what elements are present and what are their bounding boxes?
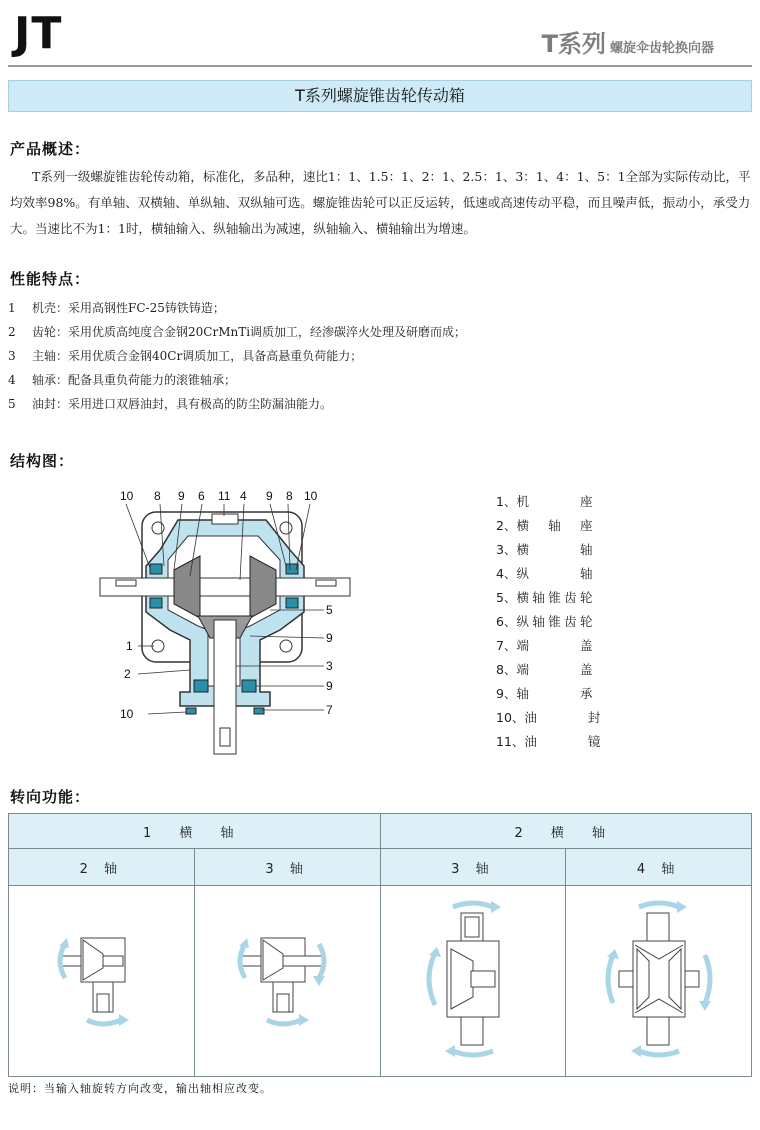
rotation-arrow (639, 903, 679, 907)
rotation-arrow (267, 1020, 301, 1024)
logo: JT (14, 8, 63, 59)
callout-label: 5 (326, 603, 333, 617)
horizontal-shaft (100, 578, 350, 596)
page-title: T系列螺旋锥齿轮传动箱 (8, 80, 752, 112)
part-item: 3、横轴 (496, 542, 593, 557)
arrow-head (429, 947, 441, 957)
arrow-head (313, 976, 325, 986)
oil-seal (254, 708, 264, 714)
mounting-hole (280, 522, 292, 534)
callout-label: 6 (198, 489, 205, 503)
bearing (150, 598, 162, 608)
arrow-head (119, 1014, 129, 1026)
turning-heading: 转向功能： (10, 788, 91, 806)
part-item: 2、横轴座 (496, 518, 593, 533)
callout-label: 2 (124, 667, 131, 681)
arrow-head (677, 901, 687, 913)
rotation-arrow (453, 903, 493, 907)
diagram-cell (566, 886, 752, 1077)
diagram-cell (9, 886, 195, 1077)
feature-item: 1 机壳：采用高钢性FC-25铸铁铸造； (8, 301, 225, 315)
part-item: 1、机座 (496, 494, 593, 509)
callout-label: 8 (154, 489, 161, 503)
brand-title (542, 24, 714, 59)
features-heading: 性能特点： (10, 270, 91, 288)
callout-label: 10 (304, 489, 318, 503)
bearing (242, 680, 256, 692)
callout-label: 10 (120, 489, 134, 503)
part-item: 10、油封 (496, 710, 601, 725)
bearing (286, 598, 298, 608)
structure-diagram (90, 480, 360, 780)
callout-label: 1 (126, 639, 133, 653)
part-item: 8、端盖 (496, 662, 593, 677)
header-divider (8, 65, 752, 67)
arrow-head (631, 1045, 641, 1057)
callout-label: 3 (326, 659, 333, 673)
overview-heading: 产品概述： (10, 140, 91, 158)
part-item: 9、轴承 (496, 686, 593, 701)
part-item: 11、油镜 (496, 734, 601, 749)
column-header: 4 轴 (566, 849, 752, 886)
parts-list (496, 490, 600, 754)
overview-text: T系列一级螺旋锥齿轮传动箱，标准化，多品种，速比1：1、1.5：1、2：1、2.5：1、3：1、4：1、5：1全部为实际传动比，平均效率98%。有单轴、双横轴、单纵轴、双纵轴可选。螺旋锥齿轮可以正反运转，低速或高速传动平稳，而且噪声低，振动小，承受力大。当速比不为1：1时，横轴输入、纵轴输出为减速，纵轴输入、横轴输出为增速。 (10, 169, 751, 236)
rotation-arrow (639, 1051, 679, 1055)
part-item: 7、端盖 (496, 638, 593, 653)
rotation-arrow (453, 1051, 493, 1055)
rotation-diagram-3-axis-dual (413, 899, 533, 1059)
table-group-row (9, 814, 752, 849)
rotation-diagram-3-axis (227, 914, 347, 1044)
arrow-head (607, 949, 619, 959)
oil-mirror (212, 514, 238, 524)
bearing (150, 564, 162, 574)
callout-label: 10 (120, 707, 134, 721)
feature-item: 2 齿轮：采用优质高纯度合金钢20CrMnTi调质加工，经渗碳淬火处理及研磨而成； (8, 325, 467, 339)
arrow-head (445, 1045, 455, 1057)
callout-label: 8 (286, 489, 293, 503)
feature-item: 4 轴承：配备具重负荷能力的滚锥轴承； (8, 373, 237, 387)
table-column-row (9, 849, 752, 886)
column-header: 2 轴 (9, 849, 195, 886)
rotation-arrow (608, 955, 613, 1003)
feature-item: 5 油封：采用进口双唇油封，具有极高的防尘防漏油能力。 (8, 397, 333, 411)
callout-label: 11 (218, 489, 231, 503)
feature-item: 3 主轴：采用优质合金钢40Cr调质加工，具备高悬重负荷能力； (8, 349, 363, 363)
rotation-arrow (429, 953, 435, 1005)
arrow-head (491, 901, 501, 913)
callout-label: 9 (326, 631, 333, 645)
bearing (194, 680, 208, 692)
diagram-cell (194, 886, 380, 1077)
product-name: 螺旋伞齿轮换向器 (609, 41, 714, 56)
rotation-diagram-2-axis (41, 914, 161, 1044)
features-list (8, 296, 466, 416)
column-header: 3 轴 (380, 849, 566, 886)
arrow-head (299, 1014, 309, 1026)
part-item: 4、纵轴 (496, 566, 593, 581)
column-header: 3 轴 (194, 849, 380, 886)
footnote: 说明：当输入轴旋转方向改变，输出轴相应改变。 (8, 1082, 272, 1095)
turning-table (8, 813, 752, 1077)
table-image-row (9, 886, 752, 1077)
keyway (220, 728, 230, 746)
keyway (316, 580, 336, 586)
oil-seal (186, 708, 196, 714)
rotation-arrow (705, 955, 710, 1003)
callout-label: 9 (266, 489, 273, 503)
structure-heading: 结构图： (10, 452, 75, 470)
group-header-2: 2 横 轴 (380, 814, 752, 849)
rotation-arrow (87, 1020, 121, 1024)
arrow-head (59, 938, 69, 948)
callout-label: 9 (326, 679, 333, 693)
arrow-head (239, 938, 249, 948)
part-item: 6、纵轴锥齿轮 (496, 614, 593, 629)
arrow-head (699, 1001, 711, 1011)
series-name: T系列 (541, 30, 606, 58)
rotation-diagram-4-axis (599, 899, 719, 1059)
group-header-1: 1 横 轴 (9, 814, 381, 849)
diagram-cell (380, 886, 566, 1077)
keyway (116, 580, 136, 586)
callout-label: 7 (326, 703, 333, 717)
part-item: 5、横轴锥齿轮 (496, 590, 593, 605)
mounting-hole (280, 640, 292, 652)
callout-label: 9 (178, 489, 185, 503)
callout-label: 4 (240, 489, 247, 503)
